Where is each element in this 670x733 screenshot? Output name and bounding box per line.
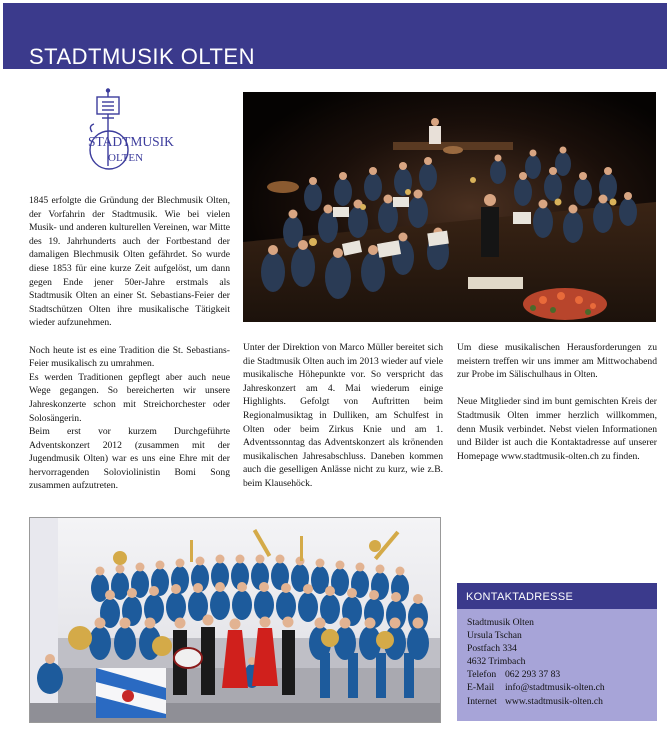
group-photo bbox=[29, 517, 441, 723]
rehearsal-paragraph: Um diese musikalischen Herausforderungen zu meistern treffen wir uns immer am Mittwochabend zur Probe im Sälischulhaus in Olten. bbox=[457, 342, 657, 381]
column-history bbox=[29, 194, 230, 493]
logo-text-line1: STADTMUSIK bbox=[88, 134, 174, 149]
program-paragraph: Unter der Direktion von Marco Müller bereitet sich die Stadtmusik Olten auch im 2013 wieder auf viele musikalische Höhepunkte vor. So verspricht das Jahreskonzert am 4. Mai wiederum einige Highlights. Gefolgt von Auftritten beim Regionalmusiktag in Dulliken, am Schulfest in Olten oder beim Zirkus Knie und am 1. Adventssonntag das Adventskonzert als krönenden musikalischen Jahresabschluss. Daneben kommen auch die geselligen Anlässe nicht zu kurz, wie z.B. beim Klausehöck. bbox=[243, 342, 443, 489]
column-members bbox=[457, 341, 657, 463]
column-program bbox=[243, 341, 443, 491]
phone-value: 062 293 37 83 bbox=[505, 669, 561, 681]
page-title: STADTMUSIK OLTEN bbox=[29, 44, 255, 69]
logo bbox=[82, 88, 174, 183]
contact-person: Ursula Tschan bbox=[467, 630, 522, 642]
concert-photo bbox=[243, 92, 656, 322]
contact-box bbox=[457, 583, 657, 721]
website-link[interactable]: www.stadtmusik-olten.ch bbox=[505, 695, 603, 707]
new-members-paragraph: Neue Mitglieder sind im bunt gemischten Kreis der Stadtmusik Olten immer herzlich willkommen, denn Musik verbindet. Nebst vielen Informationen und Bilder ist auch die Kontaktadresse auf unserer Homepage www.stadtmusik-olten.ch zu finden. bbox=[457, 396, 657, 462]
contact-phone-row bbox=[467, 668, 655, 681]
email-label: E-Mail bbox=[467, 682, 495, 694]
tradition-paragraph: Noch heute ist es eine Tradition die St. Sebastians-Feier musikalisch zu umrahmen. bbox=[29, 344, 230, 370]
contact-web-row bbox=[467, 695, 655, 708]
contact-email-row bbox=[467, 681, 655, 694]
phone-label: Telefon bbox=[467, 669, 497, 681]
advent-concert-paragraph: Beim erst vor kurzem Durchgeführte Adventskonzert 2012 (zusammen mit der Jugendmusik Olten) war es uns eine Ehre mit der hervorragenden Soloviolinistin Bomi Song zusammen aufzutreten. bbox=[29, 426, 230, 492]
web-label: Internet bbox=[467, 695, 497, 707]
logo-text-line2: OLTEN bbox=[108, 152, 144, 164]
contact-org-name: Stadtmusik Olten bbox=[467, 617, 534, 628]
email-link[interactable]: info@stadtmusik-olten.ch bbox=[505, 682, 605, 694]
contact-postbox: Postfach 334 bbox=[467, 643, 517, 655]
contact-title: KONTAKTADRESSE bbox=[466, 591, 574, 603]
traditions-paragraph: Es werden Traditionen gepflegt aber auch neue Wege gegangen. So bereicherten wir unsere Jahreskonzerte schon mit Streichorchester oder Solosängerin. bbox=[29, 371, 230, 424]
contact-city: 4632 Trimbach bbox=[467, 656, 526, 668]
logo-emblem-icon bbox=[82, 88, 174, 183]
contact-details bbox=[467, 616, 655, 708]
history-paragraph: 1845 erfolgte die Gründung der Blechmusik Olten, der Vorfahrin der Stadtmusik. Wie bei vielen Musik- und anderen kulturellen Vereinen, war Mitte des 19. Jahrhunderts auch der Fortbestand der damaligen Blechmusik Olten gefährdet. So wurde diese 1853 für eine kurze Zeit aufgelöst, um dann gegen Ende jener 50er-Jahre erstmals als Stadtmusik Olten an einer St. Sebastians-Feier der Stadtschützen Olten ihre musikalische Tätigkeit wieder aufzunehmen. bbox=[29, 195, 230, 329]
